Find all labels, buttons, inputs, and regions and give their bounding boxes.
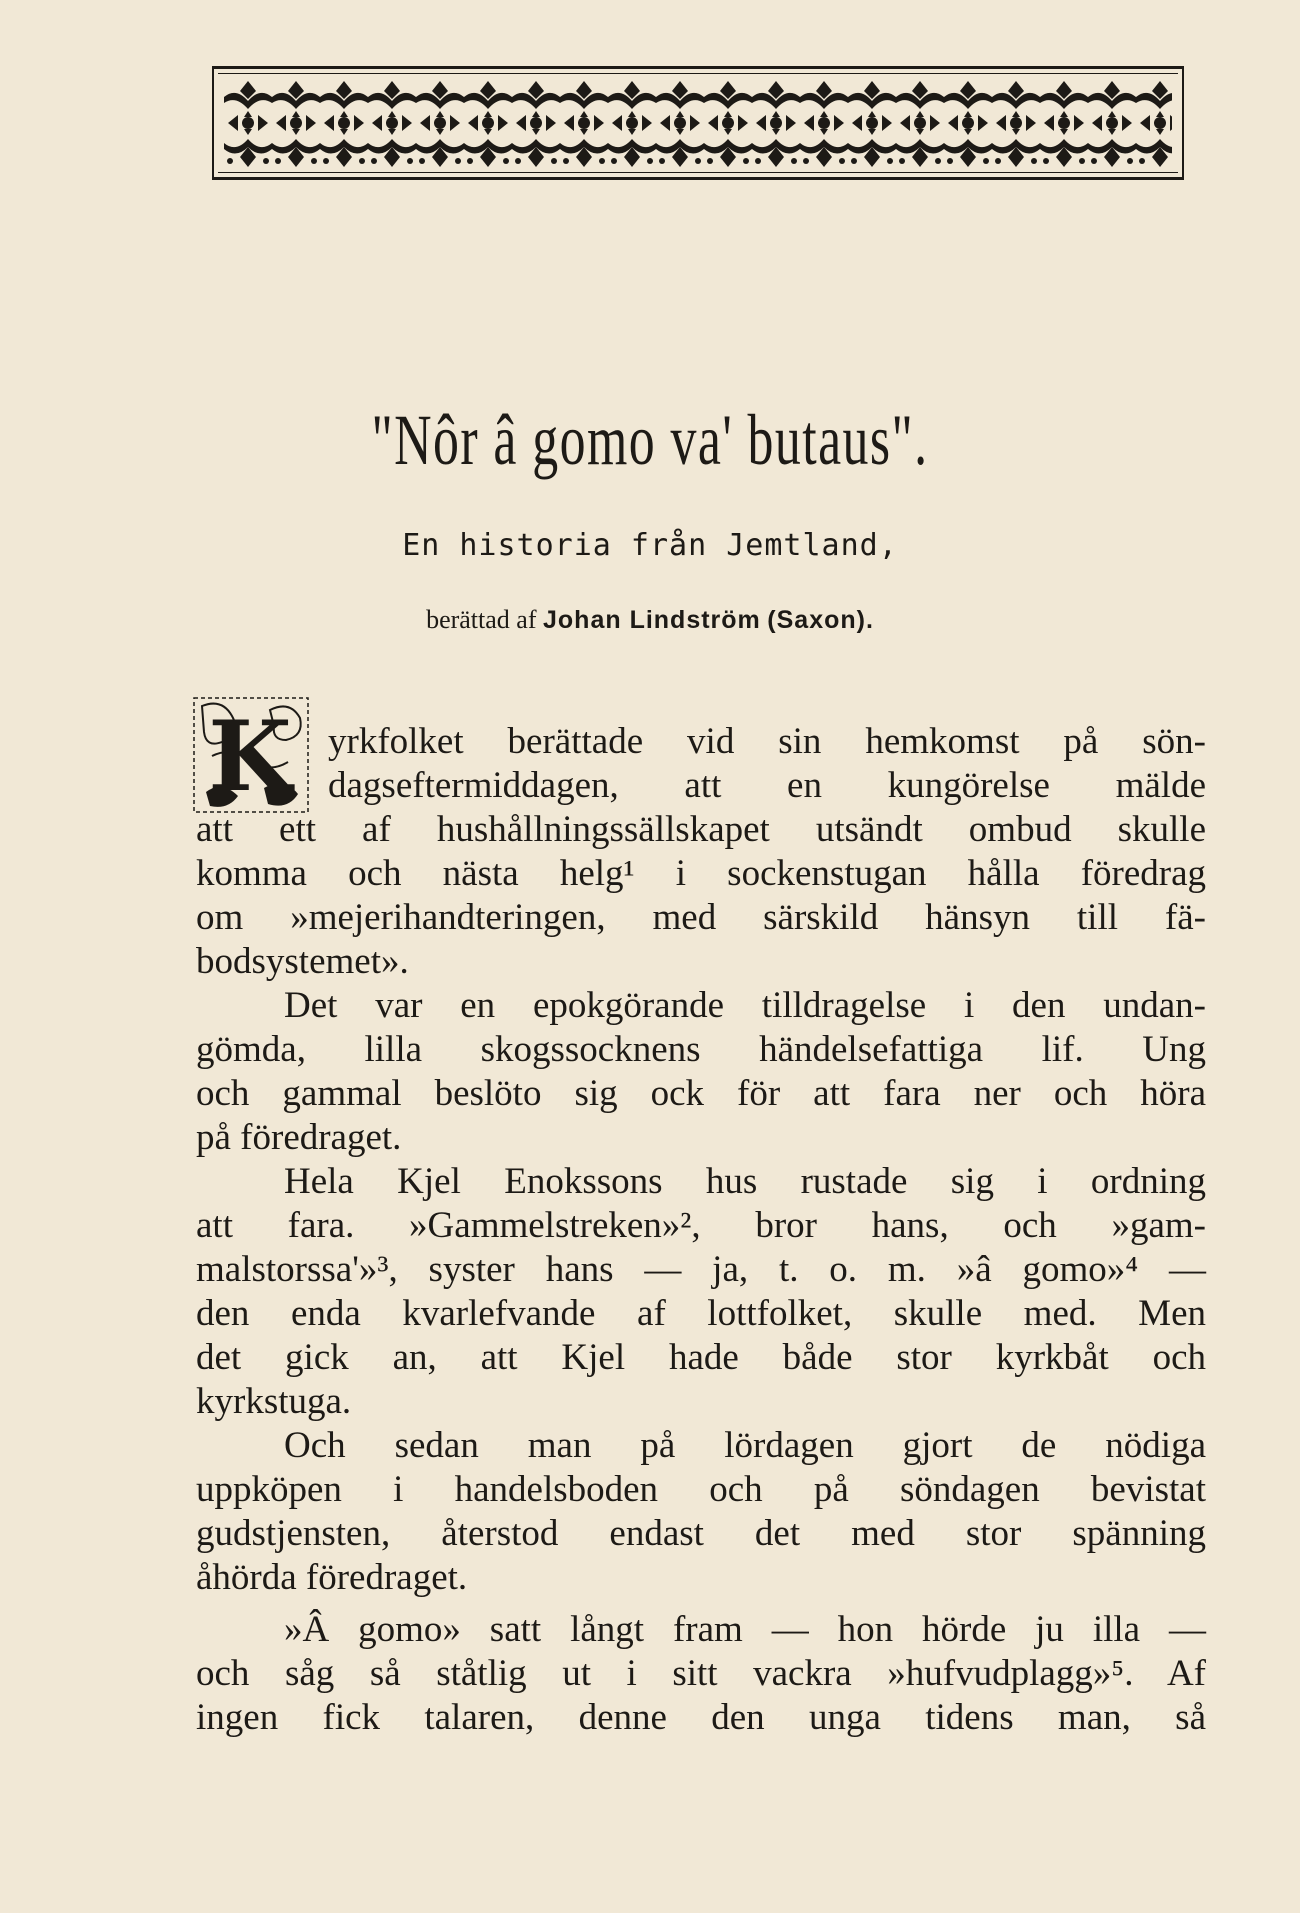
text-line: på föredraget. [196, 1117, 402, 1158]
text-line: ingen fick talaren, denne den unga tidens man, så [196, 1697, 1206, 1738]
text-line: Det var en epokgörande tilldragelse i den undan- [284, 985, 1206, 1026]
text-line: gudstjensten, återstod endast det med stor spänning [196, 1513, 1206, 1554]
byline-prefix: berättad af [426, 605, 537, 634]
dropcap-letter: K [208, 700, 292, 813]
author-name: Johan Lindström [543, 606, 761, 634]
text-line: dagseftermiddagen, att en kungörelse mälde [328, 765, 1206, 806]
text-line: och gammal beslöto sig ock för att fara ner och höra [196, 1073, 1206, 1114]
text-line: att ett af hushållningssällskapet utsändt ombud skulle [196, 809, 1206, 850]
text-line: åhörda föredraget. [196, 1557, 468, 1598]
text-line: bodsystemet». [196, 941, 409, 982]
text-line: det gick an, att Kjel hade både stor kyrkbåt och [196, 1337, 1206, 1378]
byline [0, 603, 1300, 637]
text-line: »Â gomo» satt långt fram — hon hörde ju illa — [284, 1609, 1206, 1650]
text-line: malstorssa'»³, syster hans — ja, t. o. m. »â gomo»⁴ — [196, 1249, 1206, 1290]
text-line: Och sedan man på lördagen gjort de nödiga [284, 1425, 1206, 1466]
text-line: och såg så ståtlig ut i sitt vackra »hufvudplagg»⁵. Af [196, 1653, 1206, 1694]
text-line: uppköpen i handelsboden och på söndagen bevistat [196, 1469, 1206, 1510]
ornamental-header-band [212, 66, 1184, 180]
text-line: komma och nästa helg¹ i sockenstugan hålla föredrag [196, 853, 1206, 894]
text-line: kyrkstuga. [196, 1381, 352, 1422]
text-line: att fara. »Gammelstreken»², bror hans, och »gam- [196, 1205, 1206, 1246]
text-line: Hela Kjel Enokssons hus rustade sig i ordning [284, 1161, 1206, 1202]
story-title: "Nôr â gomo va' butaus". [371, 400, 929, 480]
text-line: yrkfolket berättade vid sin hemkomst på sön- [328, 721, 1206, 762]
text-line: om »mejerihandteringen, med särskild hänsyn till fä- [196, 897, 1206, 938]
author-alias: (Saxon). [767, 606, 874, 634]
ornament-pattern [224, 77, 1172, 169]
text-line: den enda kvarlefvande af lottfolket, skulle med. Men [196, 1293, 1206, 1334]
story-subtitle: En historia från Jemtland, [402, 528, 898, 563]
text-line: gömda, lilla skogssocknens händelsefattiga lif. Ung [196, 1029, 1206, 1070]
